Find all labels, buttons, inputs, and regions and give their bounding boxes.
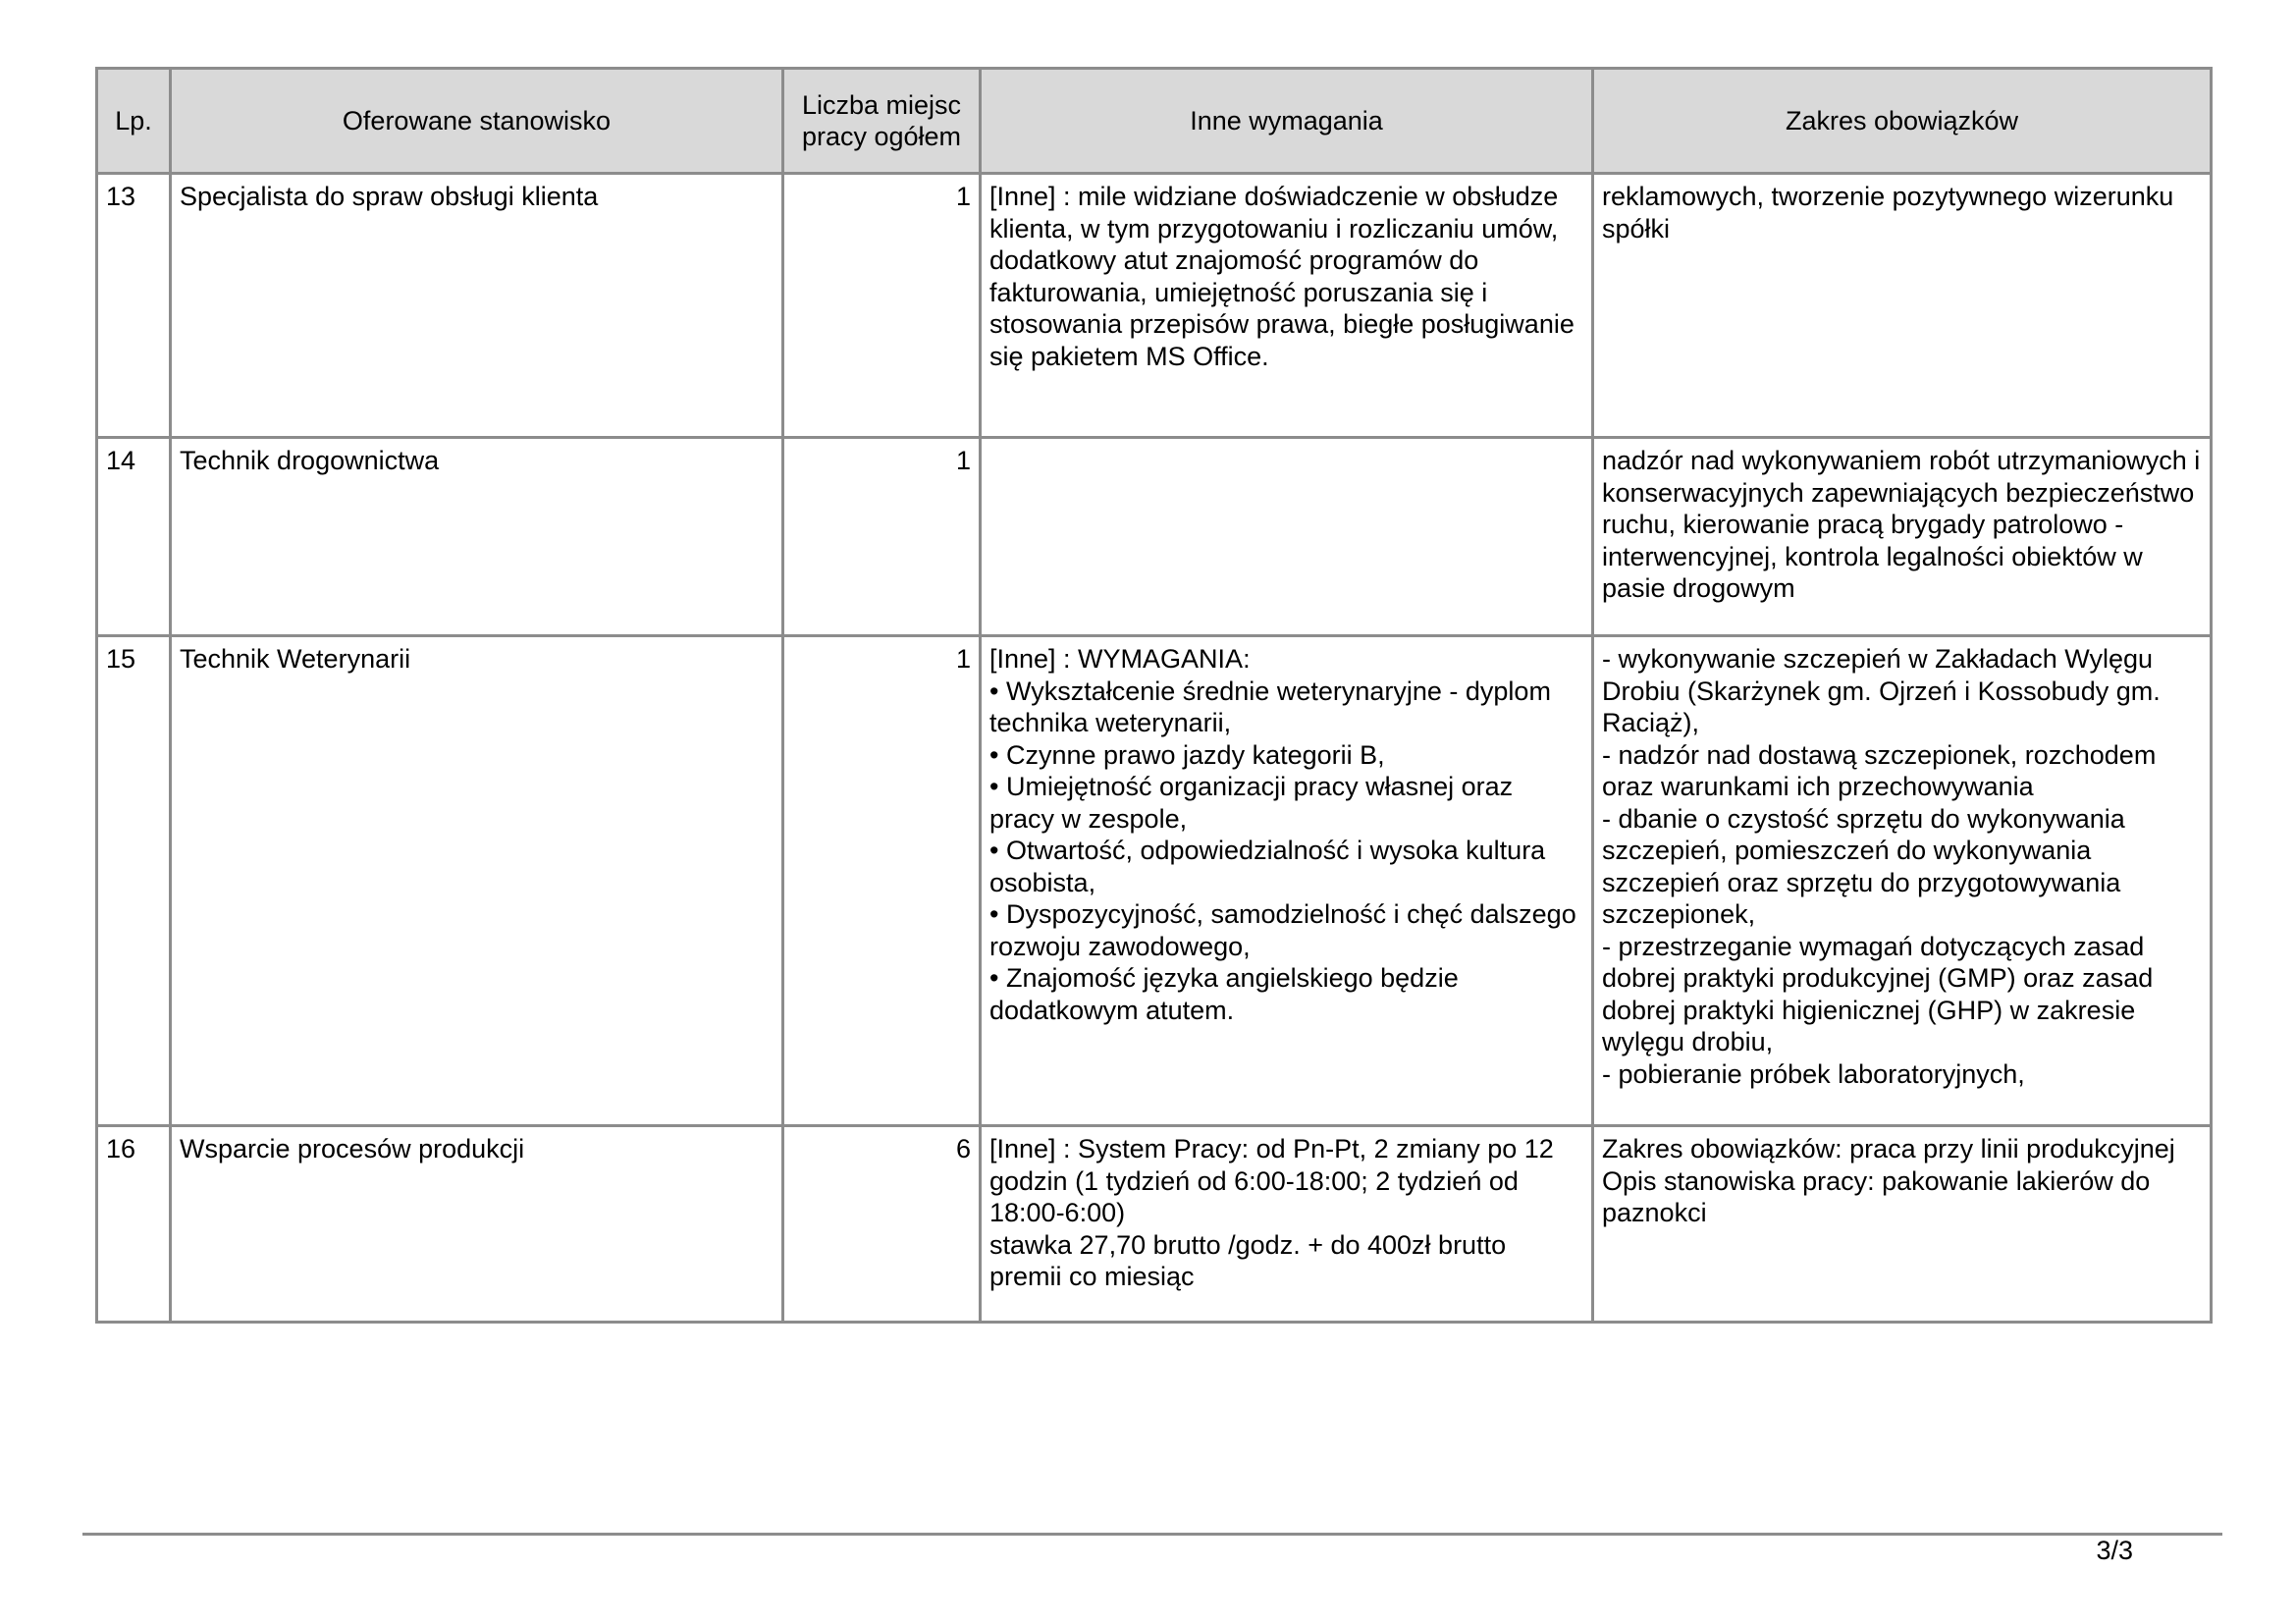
page-number: 3/3 (2096, 1536, 2133, 1565)
row-count: 6 (783, 1126, 981, 1323)
row-position: Technik drogownictwa (171, 438, 783, 636)
row-duties: reklamowych, tworzenie pozytywnego wizerunku spółki (1593, 174, 2212, 438)
table-header-row (97, 69, 2212, 174)
table-row (97, 1126, 2212, 1323)
header-count: Liczba miejsc pracy ogółem (783, 69, 981, 174)
row-requirements: [Inne] : System Pracy: od Pn-Pt, 2 zmiany po 12 godzin (1 tydzień od 6:00-18:00; 2 tydzień od 18:00-6:00) stawka 27,70 brutto /godz. + do 400zł brutto premii co miesiąc (981, 1126, 1593, 1323)
row-requirements (981, 438, 1593, 636)
row-count: 1 (783, 438, 981, 636)
job-offers-table (95, 67, 2213, 1324)
row-lp: 16 (97, 1126, 171, 1323)
row-duties: Zakres obowiązków: praca przy linii produkcyjnej Opis stanowiska pracy: pakowanie lakierów do paznokci (1593, 1126, 2212, 1323)
header-position: Oferowane stanowisko (171, 69, 783, 174)
footer-divider (82, 1533, 2222, 1536)
header-lp: Lp. (97, 69, 171, 174)
table-row (97, 438, 2212, 636)
header-duties: Zakres obowiązków (1593, 69, 2212, 174)
row-lp: 13 (97, 174, 171, 438)
row-lp: 14 (97, 438, 171, 636)
row-count: 1 (783, 636, 981, 1126)
row-requirements: [Inne] : WYMAGANIA: • Wykształcenie średnie weterynaryjne - dyplom technika weterynarii, • Czynne prawo jazdy kategorii B, • Umiejętność organizacji pracy własnej oraz pracy w zespole, • Otwartość, odpowiedzialność i wysoka kultura osobista, • Dyspozycyjność, samodzielność i chęć dalszego rozwoju zawodowego, • Znajomość języka angielskiego będzie dodatkowym atutem. (981, 636, 1593, 1126)
row-count: 1 (783, 174, 981, 438)
row-position: Specjalista do spraw obsługi klienta (171, 174, 783, 438)
table-row (97, 174, 2212, 438)
row-lp: 15 (97, 636, 171, 1126)
row-position: Technik Weterynarii (171, 636, 783, 1126)
row-position: Wsparcie procesów produkcji (171, 1126, 783, 1323)
row-duties: nadzór nad wykonywaniem robót utrzymaniowych i konserwacyjnych zapewniających bezpieczeństwo ruchu, kierowanie pracą brygady patrolowo - interwencyjnej, kontrola legalności obiektów w pasie drogowym (1593, 438, 2212, 636)
header-requirements: Inne wymagania (981, 69, 1593, 174)
row-requirements: [Inne] : mile widziane doświadczenie w obsłudze klienta, w tym przygotowaniu i rozliczaniu umów, dodatkowy atut znajomość programów do fakturowania, umiejętność poruszania się i stosowania przepisów prawa, biegłe posługiwanie się pakietem MS Office. (981, 174, 1593, 438)
table-row (97, 636, 2212, 1126)
row-duties: - wykonywanie szczepień w Zakładach Wylęgu Drobiu (Skarżynek gm. Ojrzeń i Kossobudy gm. Raciąż), - nadzór nad dostawą szczepionek, rozchodem oraz warunkami ich przechowywania - dbanie o czystość sprzętu do wykonywania szczepień, pomieszczeń do wykonywania szczepień oraz sprzętu do przygotowywania szczepionek, - przestrzeganie wymagań dotyczących zasad dobrej praktyki produkcyjnej (GMP) oraz zasad dobrej praktyki higienicznej (GHP) w zakresie wylęgu drobiu, - pobieranie próbek laboratoryjnych, (1593, 636, 2212, 1126)
